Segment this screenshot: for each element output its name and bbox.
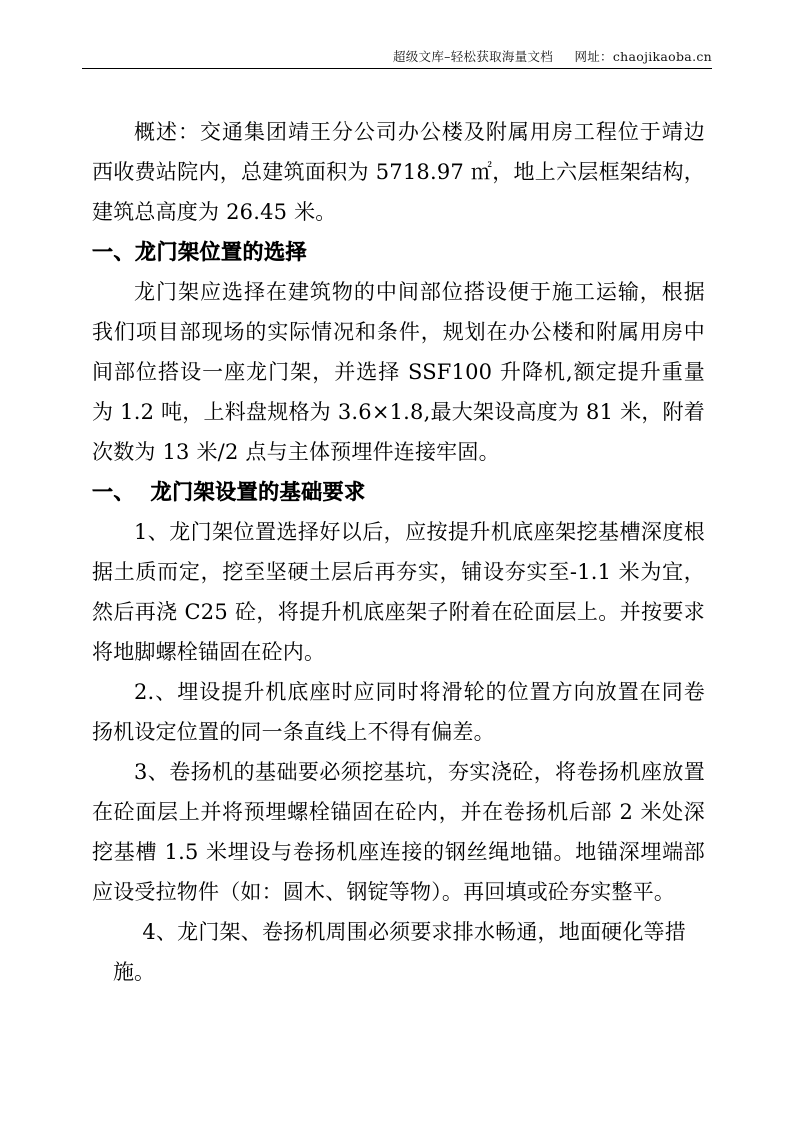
header-watermark-text: 超级文库–轻松获取海量文档 网址：chaojikaoba.cn [392, 49, 712, 64]
section-one-paragraph: 龙门架应选择在建筑物的中间部位搭设便于施工运输，根据我们项目部现场的实际情况和条件，规划在办公楼和附属用房中间部位搭设一座龙门架，并选择 SSF100 升降机,额定提升重量为 1.2 吨，上料盘规格为 3.6×1.8,最大架设高度为 81 米，附着次数为 13 米/2 点与主体预埋件连接牢固。 [92, 280, 705, 464]
heading-section-two: 一、 龙门架设置的基础要求 [92, 479, 366, 504]
item-3-paragraph: 3、卷扬机的基础要必须挖基坑，夯实浇砼，将卷扬机座放置在砼面层上并将预埋螺栓锚固在砼内，并在卷扬机后部 2 米处深挖基槽 1.5 米埋设与卷扬机座连接的钢丝绳地锚。地锚深埋端部应设受拉物件（如：圆木、钢锭等物）。再回填或砼夯实整平。 [92, 760, 705, 904]
header-divider-rule [82, 68, 712, 69]
heading-section-one: 一、龙门架位置的选择 [92, 239, 307, 264]
item-4-paragraph: 4、龙门架、卷扬机周围必须要求排水畅通，地面硬化等措 [142, 920, 686, 944]
overview-paragraph: 概述：交通集团靖王分公司办公楼及附属用房工程位于靖边西收费站院内，总建筑面积为 5718.97 ㎡，地上六层框架结构，建筑总高度为 26.45 米。 [92, 120, 705, 224]
item-2-paragraph: 2.、埋设提升机底座时应同时将滑轮的位置方向放置在同卷扬机设定位置的同一条直线上不得有偏差。 [92, 680, 705, 744]
page-header [82, 48, 712, 69]
item-4-continuation: 施。 [113, 960, 155, 984]
item-1-paragraph: 1、龙门架位置选择好以后，应按提升机底座架挖基槽深度根据土质而定，挖至坚硬土层后再夯实，铺设夯实至-1.1 米为宜，然后再浇 C25 砼，将提升机底座架子附着在砼面层上。并按要求将地脚螺栓锚固在砼内。 [92, 520, 705, 664]
document-body [92, 112, 705, 992]
